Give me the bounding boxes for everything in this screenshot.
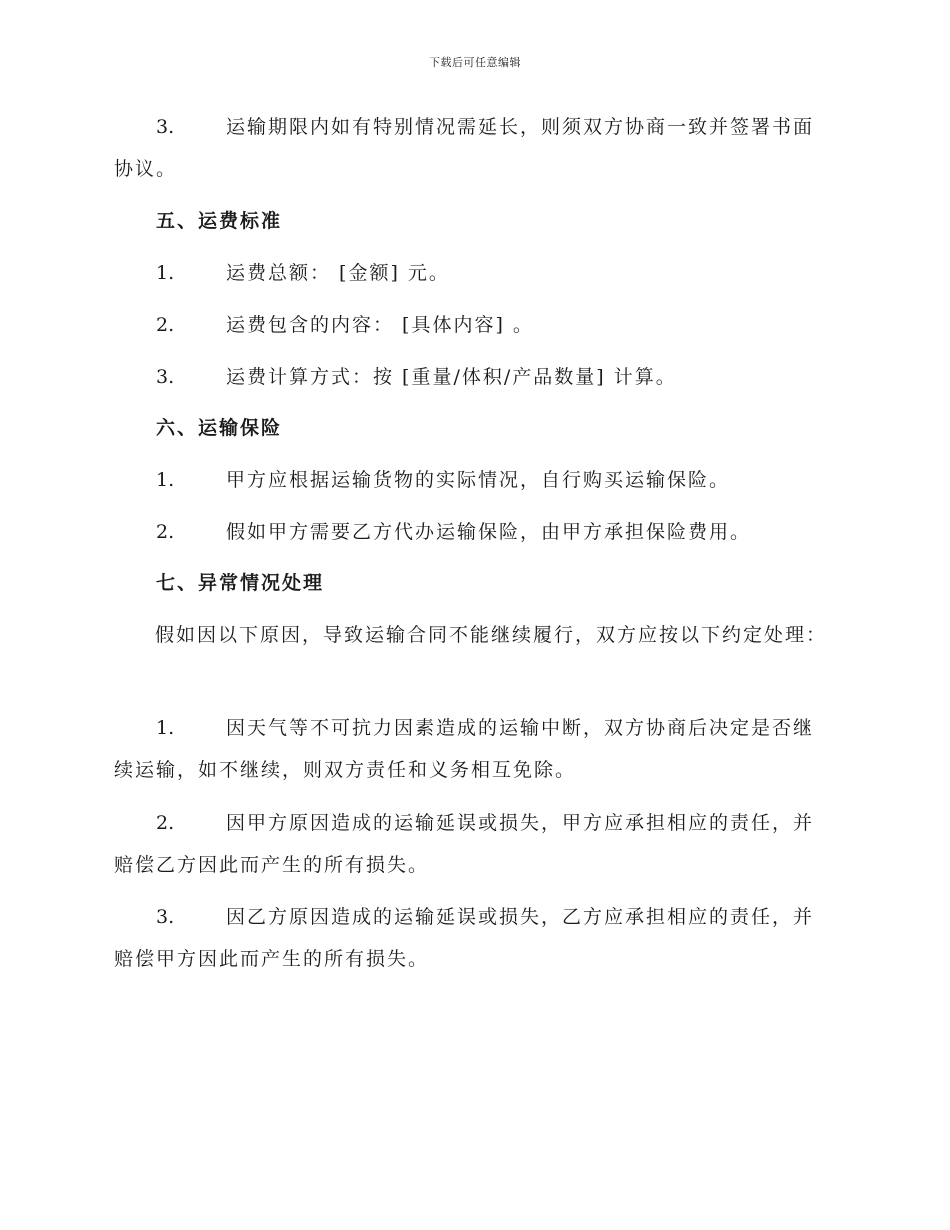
clause-text: 运费包含的内容： [具体内容] 。 bbox=[226, 314, 534, 336]
clause-text: 运输期限内如有特别情况需延长，则须双方协商一致并签署书面协议。 bbox=[114, 116, 815, 180]
section-heading-7: 七、异常情况处理 bbox=[156, 572, 325, 594]
clause-number: 2. bbox=[156, 521, 175, 543]
clause-number: 1. bbox=[156, 262, 175, 284]
clause-7-2 bbox=[114, 802, 834, 886]
clause-number: 3. bbox=[156, 366, 175, 388]
clause-text: 因甲方原因造成的运输延误或损失，甲方应承担相应的责任，并赔偿乙方因此而产生的所有损失。 bbox=[114, 812, 815, 876]
clause-text: 因乙方原因造成的运输延误或损失，乙方应承担相应的责任，并赔偿甲方因此而产生的所有损失。 bbox=[114, 906, 815, 970]
page-header: 下载后可任意编辑 bbox=[429, 56, 521, 69]
clause-text: 假如甲方需要乙方代办运输保险，由甲方承担保险费用。 bbox=[226, 521, 752, 543]
clause-number: 3. bbox=[156, 906, 175, 928]
clause-5-2 bbox=[156, 310, 534, 340]
clause-text: 因天气等不可抗力因素造成的运输中断，双方协商后决定是否继续运输，如不继续，则双方责任和义务相互免除。 bbox=[114, 717, 815, 781]
clause-5-3 bbox=[156, 362, 677, 392]
clause-7-1 bbox=[114, 707, 834, 791]
clause-6-2 bbox=[156, 517, 751, 547]
clause-number: 2. bbox=[156, 812, 175, 834]
clause-number: 1. bbox=[156, 469, 175, 491]
clause-text: 运费总额： [金额] 元。 bbox=[226, 262, 450, 284]
clause-text: 甲方应根据运输货物的实际情况，自行购买运输保险。 bbox=[226, 469, 731, 491]
clause-number: 3. bbox=[156, 116, 175, 138]
section-7-intro: 假如因以下原因，导致运输合同不能继续履行，双方应按以下约定处理： bbox=[155, 624, 828, 646]
clause-7-3 bbox=[114, 896, 834, 980]
clause-4-3 bbox=[114, 106, 834, 190]
section-heading-5: 五、运费标准 bbox=[156, 210, 283, 232]
section-heading-6: 六、运输保险 bbox=[156, 417, 283, 439]
clause-number: 2. bbox=[156, 314, 175, 336]
clause-text: 运费计算方式：按 [重量/体积/产品数量] 计算。 bbox=[226, 366, 677, 388]
clause-6-1 bbox=[156, 465, 730, 495]
clause-5-1 bbox=[156, 258, 450, 288]
clause-number: 1. bbox=[156, 717, 175, 739]
